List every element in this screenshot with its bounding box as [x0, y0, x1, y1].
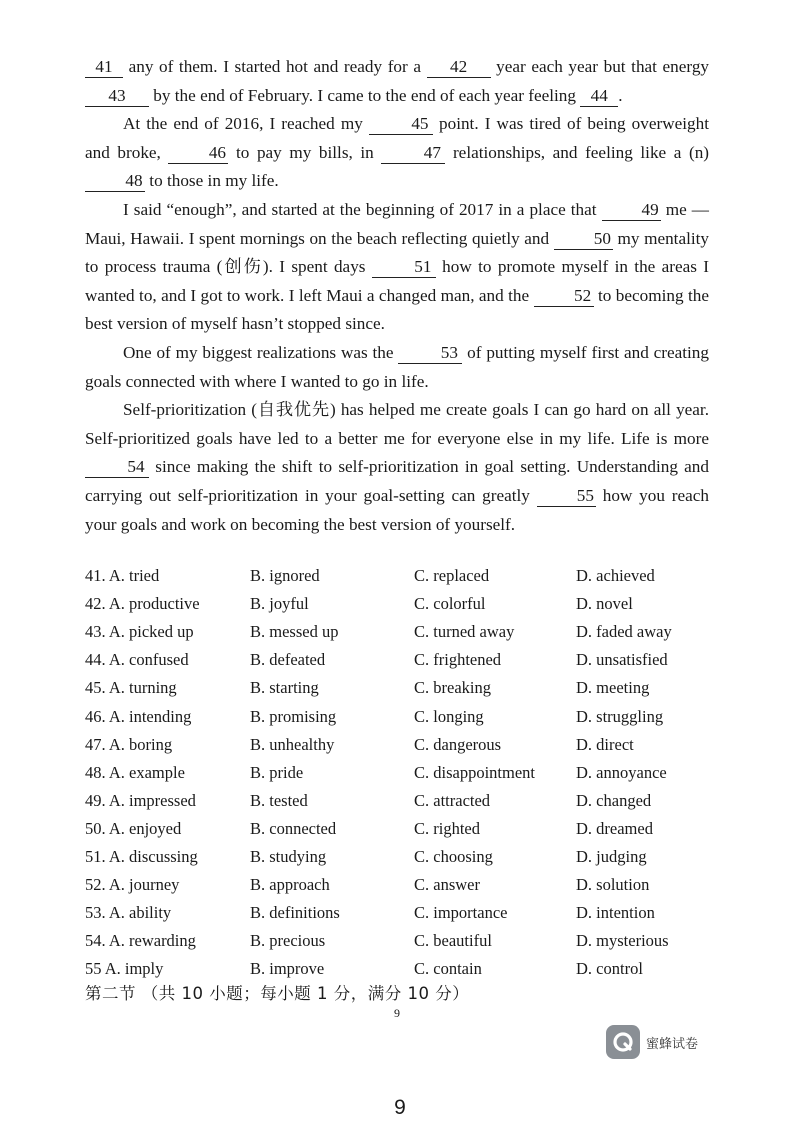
passage-text: One of my biggest realizations was the: [123, 342, 399, 362]
option-row: [85, 871, 725, 899]
logo-q-icon: [606, 1025, 640, 1059]
passage-text: me — Maui, Hawaii. I spent mornings on the beach reflecting quietly and: [85, 199, 709, 248]
blank-55: 55: [537, 486, 596, 507]
passage-text: how to promote myself in the areas I wanted to, and I got to work. I left Maui a changed man, and the: [85, 257, 709, 305]
passage-text: to becoming the best version of myself hasn’t stopped since.: [85, 285, 709, 334]
blank-41: 41: [85, 57, 123, 78]
passage-text: of putting myself first and creating goals connected with where I wanted to go in life.: [85, 342, 709, 391]
blank-50: 50: [554, 229, 613, 250]
paragraph-5: [85, 396, 709, 539]
option-b: B. unhealthy: [250, 734, 335, 754]
option-a: 46. A. intending: [85, 706, 192, 726]
option-c: C. frightened: [414, 650, 502, 670]
option-b: B. joyful: [250, 594, 309, 614]
option-d: D. faded away: [576, 622, 672, 642]
option-row: [85, 927, 725, 955]
passage-text: since making the shift to self-prioritization in goal setting. Understanding and carrying out self-prioritization in your goal-setting can greatly: [85, 457, 709, 505]
watermark-logo: [606, 1025, 698, 1059]
option-row: [85, 618, 725, 646]
option-c: C. turned away: [414, 622, 515, 642]
passage-text: to those in my life.: [145, 171, 279, 191]
blank-51: 51: [372, 257, 436, 278]
option-a: 48. A. example: [85, 762, 185, 782]
option-row: [85, 646, 725, 674]
option-d: D. control: [576, 959, 643, 979]
option-b: B. pride: [250, 762, 304, 782]
small-page-number: 9: [394, 1006, 400, 1020]
blank-48: 48: [85, 171, 145, 192]
blank-49: 49: [602, 200, 661, 221]
option-row: [85, 702, 725, 730]
option-d: D. unsatisfied: [576, 650, 668, 670]
answer-options: [85, 562, 725, 983]
passage-text: Self-prioritization (自我优先) has helped me create goals I can go hard on all year. Self-prioritized goals have led to a better me for everyone else in my life. Life is more: [85, 400, 709, 448]
option-d: D. judging: [576, 846, 647, 866]
cloze-passage: [85, 53, 709, 539]
passage-text: how you reach your goals and work on becoming the best version of yourself.: [85, 485, 709, 534]
option-d: D. intention: [576, 903, 655, 923]
option-a: 44. A. confused: [85, 650, 189, 670]
option-a: 45. A. turning: [85, 678, 177, 698]
option-row: [85, 562, 725, 590]
passage-text: year each year but that energy: [490, 57, 710, 76]
option-a: 54. A. rewarding: [85, 931, 196, 951]
blank-46: 46: [168, 143, 228, 164]
section-header: 第二节 （共 10 小题；每小题 1 分，满分 10 分）: [85, 984, 470, 1003]
option-row: [85, 787, 725, 815]
option-a: 51. A. discussing: [85, 846, 198, 866]
blank-52: 52: [534, 286, 594, 307]
option-b: B. improve: [250, 959, 325, 979]
blank-43: 43: [85, 86, 149, 107]
option-b: B. precious: [250, 931, 326, 951]
option-c: C. contain: [414, 959, 482, 979]
option-c: C. importance: [414, 903, 508, 923]
option-b: B. defeated: [250, 650, 326, 670]
option-a: 52. A. journey: [85, 875, 180, 895]
option-a: 55 A. imply: [85, 959, 164, 979]
option-row: [85, 590, 725, 618]
option-b: B. approach: [250, 875, 330, 895]
passage-text: At the end of 2016, I reached my: [123, 114, 369, 134]
blank-53: 53: [398, 343, 462, 364]
option-c: C. colorful: [414, 594, 486, 614]
option-b: B. promising: [250, 706, 337, 726]
blank-42: 42: [427, 57, 491, 78]
option-d: D. annoyance: [576, 762, 667, 782]
option-b: B. definitions: [250, 903, 340, 923]
option-c: C. longing: [414, 706, 484, 726]
option-a: 43. A. picked up: [85, 622, 194, 642]
option-b: B. ignored: [250, 566, 320, 586]
option-row: [85, 899, 725, 927]
option-a: 50. A. enjoyed: [85, 818, 182, 838]
option-d: D. solution: [576, 875, 650, 895]
option-c: C. disappointment: [414, 762, 535, 782]
option-a: 53. A. ability: [85, 903, 172, 923]
passage-text: my mentality to process trauma (创伤). I spent days: [85, 228, 709, 277]
blank-47: 47: [381, 143, 445, 164]
option-c: C. answer: [414, 875, 480, 895]
passage-text: point. I was tired of being overweight and broke,: [85, 114, 709, 162]
option-row: [85, 674, 725, 702]
passage-text: I said “enough”, and started at the beginning of 2017 in a place that: [123, 199, 602, 219]
passage-text: relationships, and feeling like a (n): [445, 142, 710, 162]
page-number: 9: [394, 1096, 406, 1119]
option-c: C. replaced: [414, 566, 490, 586]
option-a: 49. A. impressed: [85, 790, 196, 810]
option-d: D. meeting: [576, 678, 650, 698]
option-b: B. tested: [250, 790, 308, 810]
option-c: C. dangerous: [414, 734, 502, 754]
paragraph-3: [85, 196, 709, 339]
passage-text: any of them. I started hot and ready for a: [123, 57, 427, 76]
blank-54: 54: [85, 457, 149, 478]
passage-text: .: [618, 85, 623, 105]
option-d: D. mysterious: [576, 931, 669, 951]
option-c: C. attracted: [414, 790, 491, 810]
option-d: D. struggling: [576, 706, 664, 726]
option-c: C. righted: [414, 818, 480, 838]
paragraph-2: [85, 110, 709, 196]
option-d: D. direct: [576, 734, 634, 754]
option-a: 47. A. boring: [85, 734, 173, 754]
option-row: [85, 731, 725, 759]
blank-44: 44: [580, 86, 618, 107]
option-row: [85, 759, 725, 787]
option-a: 41. A. tried: [85, 566, 160, 586]
option-b: B. messed up: [250, 622, 339, 642]
option-c: C. choosing: [414, 846, 493, 866]
option-row: [85, 815, 725, 843]
option-d: D. dreamed: [576, 818, 653, 838]
blank-45: 45: [369, 114, 433, 135]
option-c: C. breaking: [414, 678, 491, 698]
option-b: B. starting: [250, 678, 319, 698]
paragraph-1: [85, 53, 709, 110]
option-d: D. novel: [576, 594, 633, 614]
passage-text: to pay my bills, in: [228, 142, 382, 162]
paragraph-4: [85, 339, 709, 396]
option-a: 42. A. productive: [85, 594, 200, 614]
option-b: B. connected: [250, 818, 337, 838]
logo-text: 蜜蜂试卷: [646, 1036, 699, 1052]
option-d: D. changed: [576, 790, 652, 810]
passage-text: by the end of February. I came to the end of each year feeling: [149, 85, 581, 105]
option-row: [85, 843, 725, 871]
option-b: B. studying: [250, 846, 327, 866]
option-d: D. achieved: [576, 566, 655, 586]
option-c: C. beautiful: [414, 931, 492, 951]
